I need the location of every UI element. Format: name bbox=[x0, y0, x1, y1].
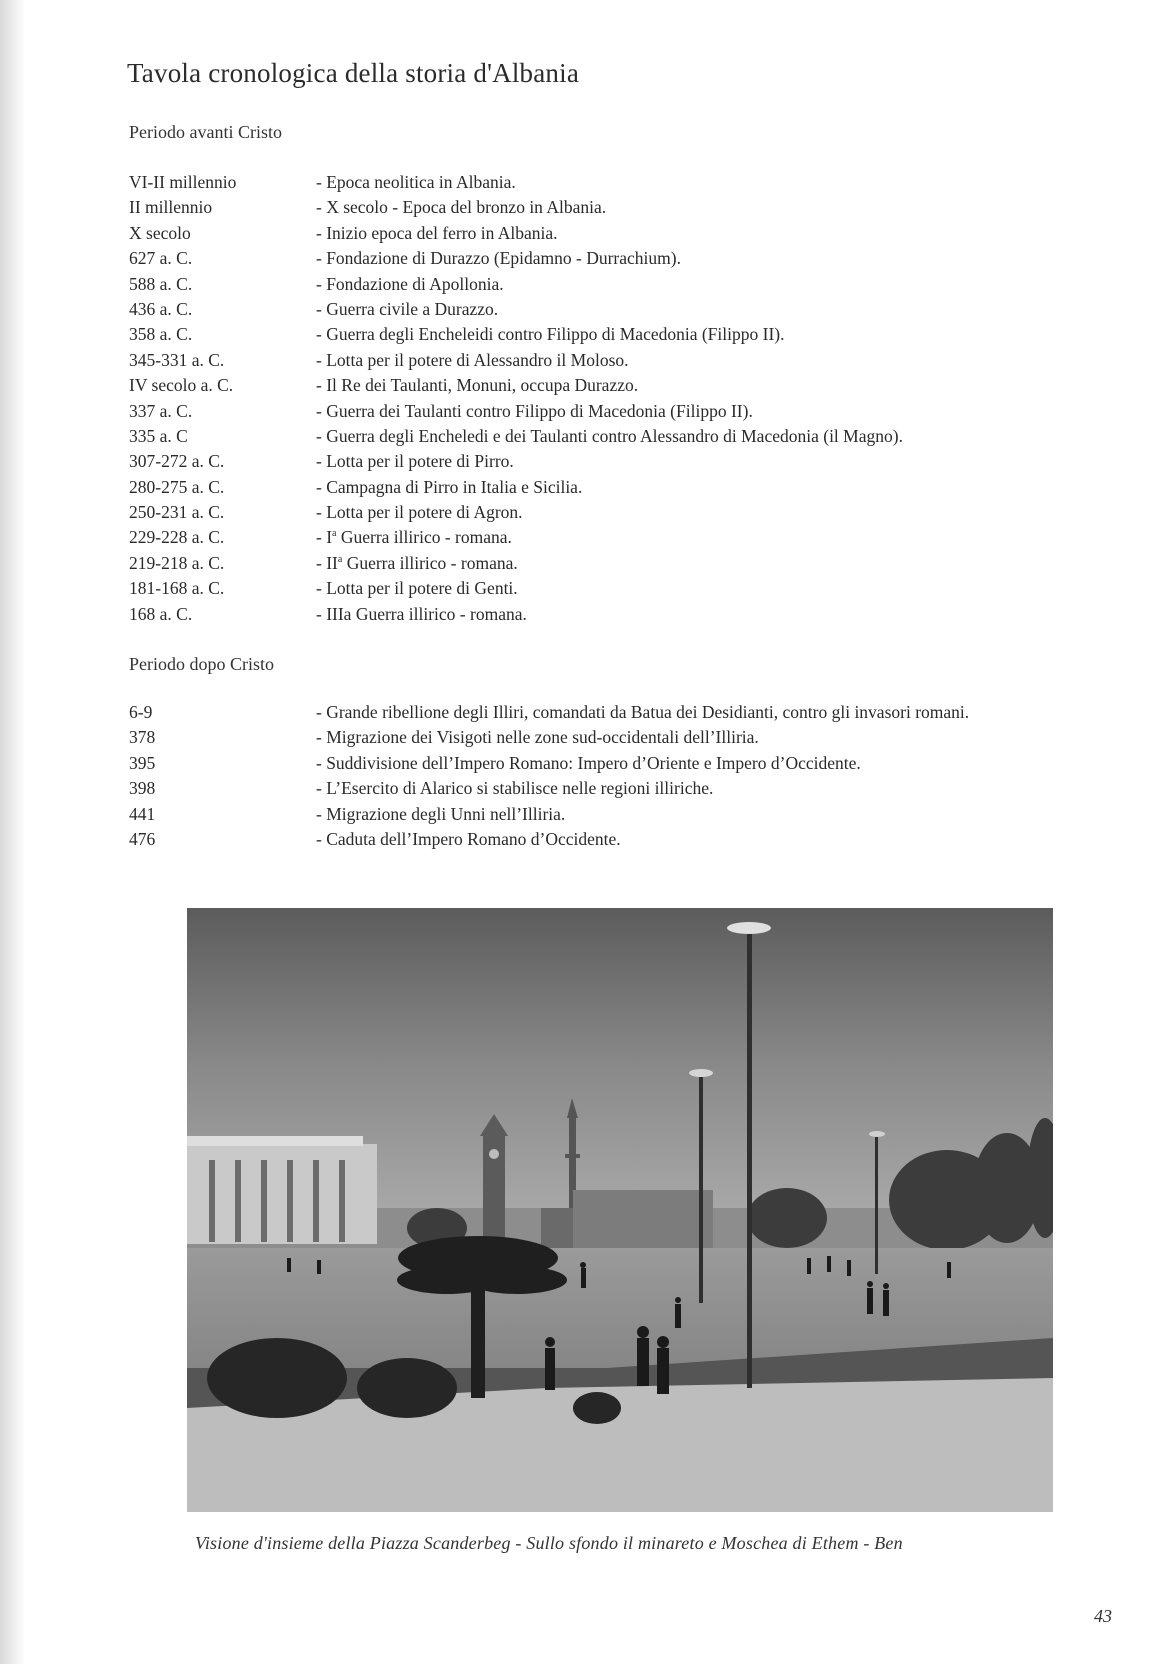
timeline-row bbox=[129, 551, 1139, 576]
ad-period-heading: Periodo dopo Cristo bbox=[129, 654, 275, 674]
timeline-row bbox=[129, 170, 1139, 195]
entry-date: 181-168 a. C. bbox=[129, 578, 225, 599]
event-rest: Guerra illirico - romana. bbox=[342, 552, 518, 573]
entry-date: 335 a. C bbox=[129, 425, 188, 446]
timeline-row bbox=[129, 700, 1139, 725]
entry-event: - Migrazione dei Visigoti nelle zone sud-occidentali dell’Illiria. bbox=[316, 727, 759, 748]
timeline-row bbox=[129, 500, 1139, 525]
entry-date: 358 a. C. bbox=[129, 324, 193, 345]
page-gutter-shadow bbox=[0, 0, 26, 1664]
entry-event: - Caduta dell’Impero Romano d’Occidente. bbox=[316, 828, 621, 849]
entry-date: 219-218 a. C. bbox=[129, 552, 225, 573]
timeline-row bbox=[129, 827, 1139, 852]
entry-date: 280-275 a. C. bbox=[129, 476, 225, 497]
entry-event: - Guerra civile a Durazzo. bbox=[316, 298, 499, 319]
timeline-row bbox=[129, 475, 1139, 500]
timeline-row bbox=[129, 424, 1139, 449]
entry-event: - Campagna di Pirro in Italia e Sicilia. bbox=[316, 476, 583, 497]
ordinal-superscript: a bbox=[332, 528, 337, 540]
opera-palace bbox=[187, 1136, 377, 1244]
entry-event bbox=[316, 551, 518, 576]
timeline-row bbox=[129, 576, 1139, 601]
page-number: 43 bbox=[1094, 1606, 1112, 1626]
entry-date: 229-228 a. C. bbox=[129, 527, 225, 548]
timeline-row bbox=[129, 348, 1139, 373]
entry-date: 395 bbox=[129, 752, 156, 773]
entry-date: 307-272 a. C. bbox=[129, 451, 225, 472]
timeline-row bbox=[129, 297, 1139, 322]
entry-date: 6-9 bbox=[129, 702, 153, 722]
photo-caption: Visione d'insieme della Piazza Scanderbeg - Sullo sfondo il minareto e Moschea di Ethem - Ben bbox=[195, 1533, 903, 1553]
entry-event: - Il Re dei Taulanti, Monuni, occupa Durazzo. bbox=[316, 375, 639, 396]
entry-event: - Inizio epoca del ferro in Albania. bbox=[316, 222, 558, 243]
entry-date: II millennio bbox=[129, 197, 213, 218]
entry-event: - Lotta per il potere di Genti. bbox=[316, 578, 518, 599]
ordinal-superscript: a bbox=[337, 554, 343, 566]
timeline-row bbox=[129, 449, 1139, 474]
entry-date: 250-231 a. C. bbox=[129, 502, 225, 523]
timeline-row bbox=[129, 802, 1139, 827]
entry-date: 337 a. C. bbox=[129, 400, 193, 421]
entry-event: - Guerra degli Encheleidi contro Filippo di Macedonia (Filippo II). bbox=[316, 324, 785, 345]
timeline-row bbox=[129, 373, 1139, 398]
piazza-photo bbox=[187, 908, 1053, 1512]
timeline-row bbox=[129, 272, 1139, 297]
entry-date: 345-331 a. C. bbox=[129, 349, 225, 370]
entry-event: - Epoca neolitica in Albania. bbox=[316, 172, 516, 192]
entry-date: 588 a. C. bbox=[129, 273, 193, 294]
timeline-row bbox=[129, 195, 1139, 220]
entry-event: - Lotta per il potere di Agron. bbox=[316, 502, 523, 523]
entry-event: - Fondazione di Durazzo (Epidamno - Durrachium). bbox=[316, 248, 681, 269]
event-rest: Guerra illirico - romana. bbox=[336, 527, 512, 548]
entry-date: VI-II millennio bbox=[129, 172, 237, 192]
page-title: Tavola cronologica della storia d'Albania bbox=[127, 58, 580, 88]
entry-date: 378 bbox=[129, 727, 156, 748]
timeline-row bbox=[129, 399, 1139, 424]
ministry-building bbox=[573, 1190, 713, 1248]
timeline-row bbox=[129, 322, 1139, 347]
entry-event: - Migrazione degli Unni nell’Illiria. bbox=[316, 803, 566, 824]
entry-date: 398 bbox=[129, 778, 156, 799]
entry-date: 168 a. C. bbox=[129, 603, 193, 624]
entry-date: 627 a. C. bbox=[129, 248, 193, 269]
entry-event: - Lotta per il potere di Pirro. bbox=[316, 451, 514, 472]
clock-tower bbox=[480, 1114, 508, 1248]
entry-date: 476 bbox=[129, 828, 156, 849]
timeline-row bbox=[129, 776, 1139, 801]
entry-date: 436 a. C. bbox=[129, 298, 193, 319]
ad-timeline bbox=[129, 700, 1139, 852]
timeline-row bbox=[129, 221, 1139, 246]
timeline-row bbox=[129, 751, 1139, 776]
timeline-row bbox=[129, 246, 1139, 271]
entry-event: - Guerra degli Encheledi e dei Taulanti contro Alessandro di Macedonia (il Magno). bbox=[316, 425, 903, 446]
entry-event: - Fondazione di Apollonia. bbox=[316, 273, 504, 294]
timeline-row bbox=[129, 602, 1139, 627]
entry-date: X secolo bbox=[129, 222, 191, 243]
entry-event: - X secolo - Epoca del bronzo in Albania. bbox=[316, 197, 607, 218]
entry-event: - L’Esercito di Alarico si stabilisce nelle regioni illiriche. bbox=[316, 778, 714, 799]
timeline-row bbox=[129, 525, 1139, 550]
bc-period-heading: Periodo avanti Cristo bbox=[129, 122, 282, 142]
entry-event: - Grande ribellione degli Illiri, comandati da Batua dei Desidianti, contro gli invasori romani. bbox=[316, 702, 970, 722]
entry-date: 441 bbox=[129, 803, 156, 824]
entry-event bbox=[316, 525, 512, 550]
entry-event: - Suddivisione dell’Impero Romano: Impero d’Oriente e Impero d’Occidente. bbox=[316, 752, 861, 773]
entry-event: - Guerra dei Taulanti contro Filippo di Macedonia (Filippo II). bbox=[316, 400, 753, 421]
timeline-row bbox=[129, 725, 1139, 750]
photo-illustration bbox=[187, 908, 1053, 1512]
event-prefix: - II bbox=[316, 552, 338, 573]
event-prefix: - I bbox=[316, 527, 333, 548]
entry-event: - Lotta per il potere di Alessandro il Moloso. bbox=[316, 349, 629, 370]
entry-event: - IIIa Guerra illirico - romana. bbox=[316, 603, 527, 624]
bc-timeline bbox=[129, 170, 1139, 627]
entry-date: IV secolo a. C. bbox=[129, 375, 234, 396]
